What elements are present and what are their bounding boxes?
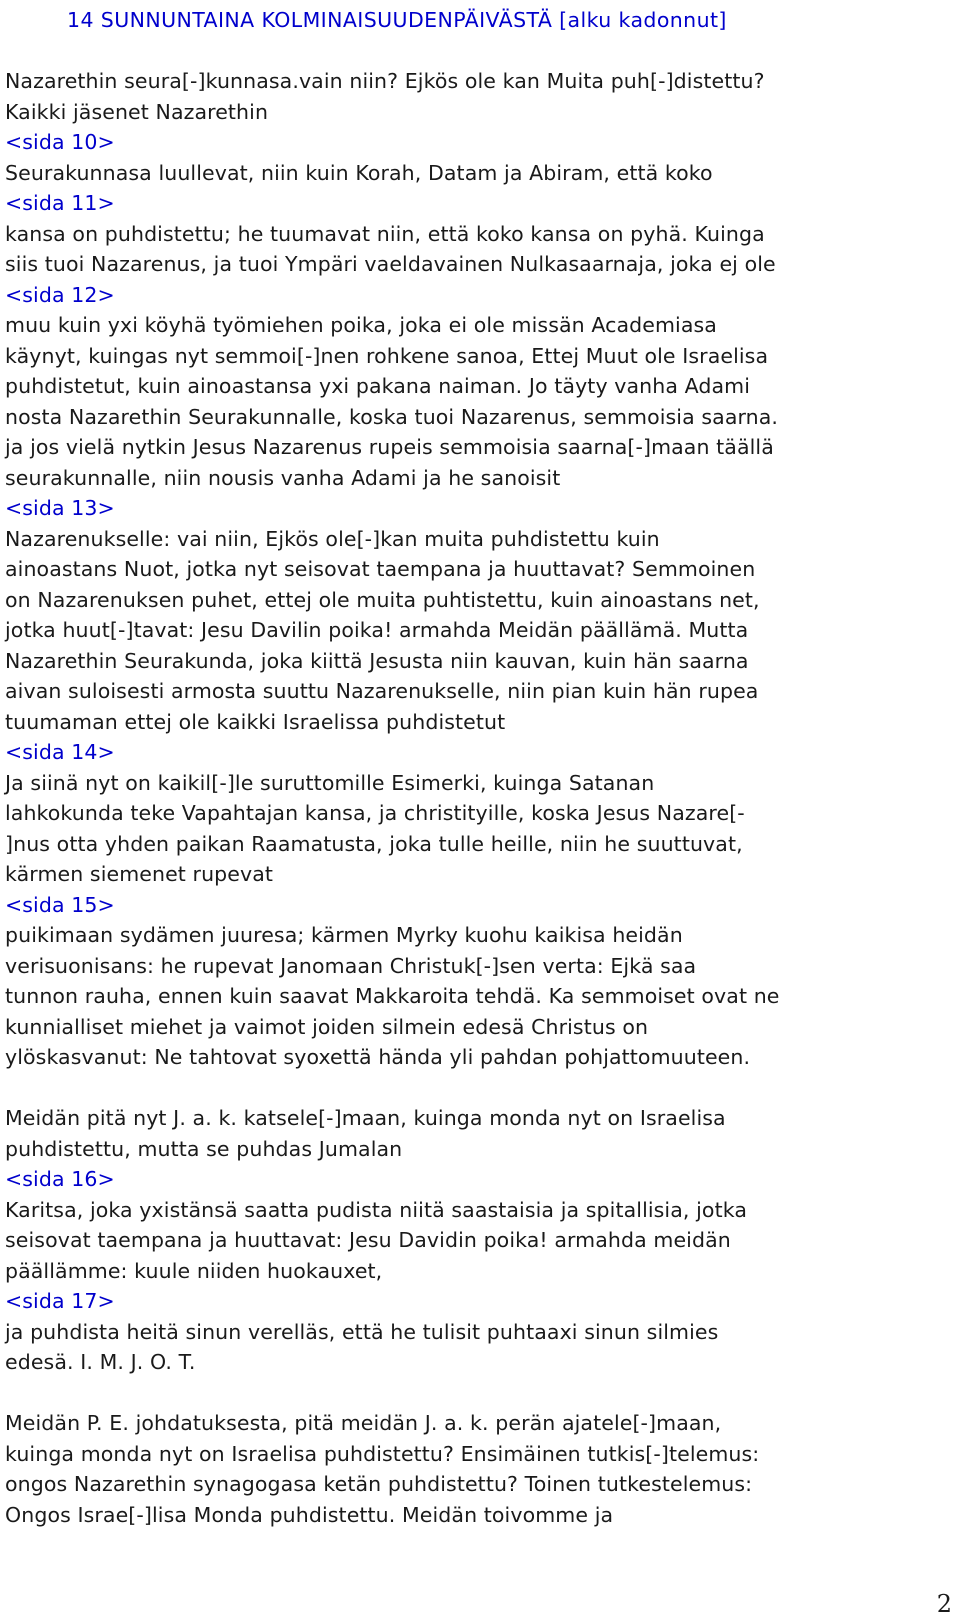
text-line: Nazarethin seura[-]kunnasa.vain niin? Ejkös ole kan Muita puh[-]distettu? [5, 69, 765, 93]
text-line: tunnon rauha, ennen kuin saavat Makkaroita tehdä. Ka semmoiset ovat ne [5, 984, 780, 1008]
document-page [5, 0, 945, 1530]
text-line: kärmen siemenet rupevat [5, 862, 274, 886]
paragraph-gap [5, 1073, 945, 1104]
paragraph-gap [5, 1378, 945, 1409]
text-line: verisuonisans: he rupevat Janomaan Christuk[-]sen verta: Ejkä saa [5, 953, 697, 978]
text-line: Karitsa, joka yxistänsä saatta pudista niitä saastaisia ja spitallisia, jotka [5, 1197, 747, 1222]
page-marker: <sida 14> [5, 740, 115, 764]
text-line: Meidän pitä nyt J. a. k. katsele[-]maan, kuinga monda nyt on Israelisa [5, 1106, 726, 1130]
text-line: käynyt, kuingas nyt semmoi[-]nen rohkene sanoa, Ettej Muut ole Israelisa [5, 343, 769, 368]
text-line: Meidän P. E. johdatuksesta, pitä meidän J. a. k. perän ajatele[-]maan, [5, 1411, 722, 1435]
text-line: puikimaan sydämen juuresa; kärmen Myrky kuohu kaikisa heidän [5, 923, 683, 947]
text-line: jotka huut[-]tavat: Jesu Davilin poika! armahda Meidän päällämä. Mutta [5, 618, 749, 642]
text-line: Seurakunnasa luullevat, niin kuin Korah, Datam ja Abiram, että koko [5, 160, 713, 185]
text-line: ]nus otta yhden paikan Raamatusta, joka tulle heille, niin he suuttuvat, [5, 831, 743, 856]
text-line: siis tuoi Nazarenus, ja tuoi Ympäri vaeldavainen Nulkasaarnaja, joka ej ole [5, 252, 776, 276]
body-text [5, 36, 945, 1531]
text-line: ylöskasvanut: Ne tahtovat syoxettä hända yli pahdan pohjattomuuteen. [5, 1045, 751, 1069]
text-line: ja jos vielä nytkin Jesus Nazarenus rupeis semmoisia saarna[-]maan täällä [5, 435, 774, 459]
text-line: ja puhdista heitä sinun verelläs, että he tulisit puhtaaxi sinun silmies [5, 1319, 719, 1344]
text-line: kunnialliset miehet ja vaimot joiden silmein edesä Christus on [5, 1014, 649, 1039]
text-line: seisovat taempana ja huuttavat: Jesu Davidin poika! armahda meidän [5, 1228, 731, 1252]
paragraph-gap [5, 36, 945, 67]
page-marker: <sida 16> [5, 1167, 115, 1191]
text-line: aivan suloisesti armosta suuttu Nazarenukselle, niin pian kuin hän rupea [5, 679, 759, 703]
text-line: kuinga monda nyt on Israelisa puhdistettu? Ensimäinen tutkis[-]telemus: [5, 1441, 760, 1466]
page-marker: <sida 12> [5, 282, 115, 307]
text-line: muu kuin yxi köyhä työmiehen poika, joka ei ole missän Academiasa [5, 313, 717, 337]
text-line: puhdistettu, mutta se puhdas Jumalan [5, 1136, 403, 1161]
text-line: kansa on puhdistettu; he tuumavat niin, että koko kansa on pyhä. Kuinga [5, 221, 765, 246]
text-line: lahkokunda teke Vapahtajan kansa, ja christityille, koska Jesus Nazare[- [5, 801, 745, 825]
page-title: 14 SUNNUNTAINA KOLMINAISUUDENPÄIVÄSTÄ [alku kadonnut] [67, 8, 727, 32]
page-marker: <sida 10> [5, 130, 115, 154]
page-number: 2 [936, 1590, 952, 1618]
text-line: Nazarenukselle: vai niin, Ejkös ole[-]kan muita puhdistettu kuin [5, 526, 660, 551]
text-line: Ongos Israe[-]lisa Monda puhdistettu. Meidän toivomme ja [5, 1502, 614, 1527]
page-marker: <sida 13> [5, 496, 115, 520]
text-line: on Nazarenuksen puhet, ettej ole muita puhtistettu, kuin ainoastans net, [5, 587, 760, 612]
text-line: seurakunnalle, niin nousis vanha Adami ja he sanoisit [5, 465, 561, 490]
text-line: Ja siinä nyt on kaikil[-]le suruttomille Esimerki, kuinga Satanan [5, 770, 655, 795]
page-marker: <sida 17> [5, 1289, 115, 1313]
page-marker: <sida 11> [5, 191, 115, 215]
page-marker: <sida 15> [5, 892, 115, 917]
text-line: Kaikki jäsenet Nazarethin [5, 99, 269, 124]
text-line: tuumaman ettej ole kaikki Israelissa puhdistetut [5, 709, 506, 734]
text-line: ainoastans Nuot, jotka nyt seisovat taempana ja huuttavat? Semmoinen [5, 557, 756, 581]
text-line: edesä. I. M. J. O. T. [5, 1350, 196, 1374]
text-line: Nazarethin Seurakunda, joka kiittä Jesusta niin kauvan, kuin hän saarna [5, 648, 749, 673]
text-line: ongos Nazarethin synagogasa ketän puhdistettu? Toinen tutkestelemus: [5, 1472, 753, 1496]
text-line: puhdistetut, kuin ainoastansa yxi pakana naiman. Jo täyty vanha Adami [5, 374, 751, 398]
text-line: päällämme: kuule niiden huokauxet, [5, 1258, 383, 1283]
text-line: nosta Nazarethin Seurakunnalle, koska tuoi Nazarenus, semmoisia saarna. [5, 404, 779, 429]
